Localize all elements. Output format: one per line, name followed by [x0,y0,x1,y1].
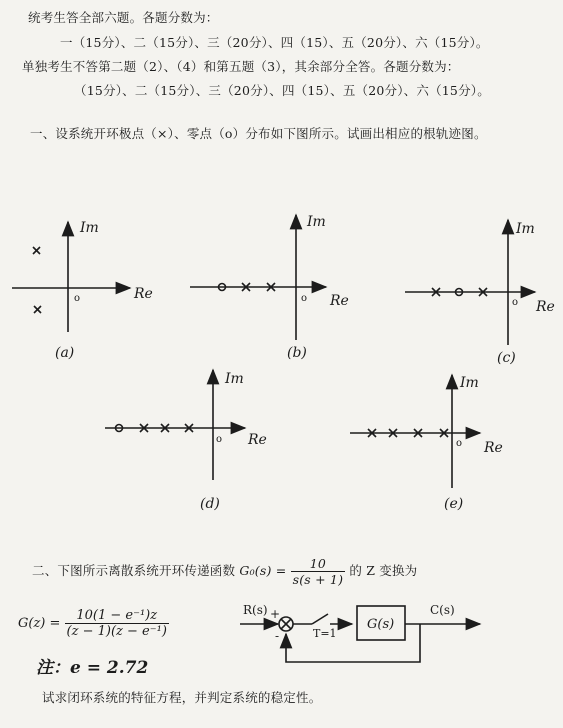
axis-im-label: Im [516,221,535,237]
output-label: C(s) [430,603,455,617]
origin-label: o [216,434,223,445]
figure-d [105,370,245,480]
origin-label: o [301,293,308,304]
input-label: R(s) [243,603,268,617]
axis-re-label: Re [330,293,349,309]
plus-sign: + [270,607,281,621]
sampling-period-label: T=1 [313,627,337,640]
figure-caption-b: (b) [287,345,307,361]
axis-re-label: Re [134,286,153,302]
axis-re-label: Re [536,299,555,315]
axis-im-label: Im [80,220,99,236]
figure-caption-d: (d) [200,496,220,512]
instructions-line-3: 单独考生不答第二题（2）、（4）和第五题（3），其余部分全答。各题分数为： [22,59,460,74]
question-1-text: 一、设系统开环极点（×）、零点（o）分布如下图所示。试画出相应的根轨迹图。 [30,126,487,141]
question-2-task: 试求闭环系统的特征方程，并判定系统的稳定性。 [42,690,322,705]
figure-a [12,222,130,332]
origin-label: o [74,293,81,304]
pole-mark [33,247,40,254]
axis-re-label: Re [248,432,267,448]
figure-b [190,215,326,340]
pole-mark [34,306,41,313]
figure-e [350,375,480,488]
origin-label: o [512,297,519,308]
sampler-switch [312,614,328,624]
instructions-line-4: （15分）、二（15分）、三（20分）、四（15）、五（20分）、六（15分）。 [74,83,490,98]
question-2-intro: 二、下图所示离散系统开环传递函数 G₀(s) = $\frac{10}{s(s + 1)}$ 的 Z 变换为 [32,556,418,587]
figure-c [405,220,535,345]
origin-label: o [456,438,463,449]
axis-im-label: Im [307,214,326,230]
instructions-line-1: 统考生答全部六题。各题分数为： [28,10,219,25]
axis-re-label: Re [484,440,503,456]
figure-caption-e: (e) [444,496,464,512]
figure-caption-a: (a) [55,345,75,361]
minus-sign: - [275,629,280,643]
g0-fraction: $\frac{10}{s(s + 1)}$ [292,556,344,587]
transfer-block-label: G(s) [367,617,395,632]
instructions-line-2: 一（15分）、二（15分）、三（20分）、四（15）、五（20分）、六（15分）。 [60,35,489,50]
figure-caption-c: (c) [497,350,516,366]
axis-im-label: Im [225,371,244,387]
note-e-value: 注：e = 2.72 [36,658,149,678]
axis-im-label: Im [460,375,479,391]
gz-equation: G(z) = $\frac{\text{10(1 − e⁻¹)z}}{\text{(z − 1)(z − e⁻¹)}}$ [18,608,167,639]
